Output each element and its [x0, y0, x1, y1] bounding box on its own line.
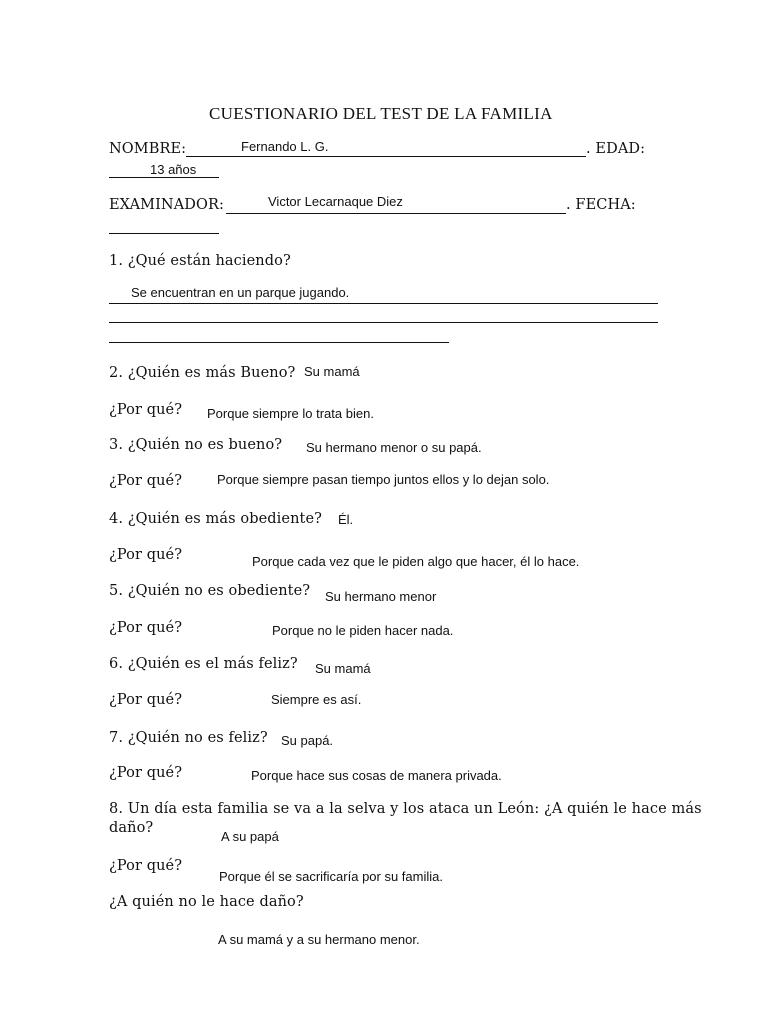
why-label-3: ¿Por qué?	[109, 473, 183, 489]
answer-2: Su mamá	[304, 364, 360, 379]
question-4: 4. ¿Quién es más obediente?	[109, 511, 322, 527]
question-8-line-1: 8. Un día esta familia se va a la selva y los ataca un León: ¿A quién le hace más	[109, 801, 702, 817]
name-label: NOMBRE:	[109, 141, 187, 157]
answer-line-1c	[109, 342, 449, 343]
answer-1: Se encuentran en un parque jugando.	[131, 285, 350, 300]
question-8b: ¿A quién no le hace daño?	[109, 894, 304, 910]
question-3: 3. ¿Quién no es bueno?	[109, 437, 283, 453]
age-line	[109, 177, 219, 178]
why-answer-6: Siempre es así.	[271, 692, 362, 707]
why-answer-8: Porque él se sacrificaría por su familia.	[219, 869, 443, 884]
examiner-value: Victor Lecarnaque Diez	[268, 194, 403, 209]
answer-7: Su papá.	[281, 733, 334, 748]
why-label-7: ¿Por qué?	[109, 765, 183, 781]
question-6: 6. ¿Quién es el más feliz?	[109, 656, 298, 672]
name-value: Fernando L. G.	[241, 139, 329, 154]
answer-line-1a	[109, 303, 658, 304]
question-5: 5. ¿Quién no es obediente?	[109, 583, 311, 599]
answer-5: Su hermano menor	[325, 589, 437, 604]
question-1: 1. ¿Qué están haciendo?	[109, 253, 291, 269]
answer-8: A su papá	[221, 829, 279, 844]
answer-3: Su hermano menor o su papá.	[306, 440, 482, 455]
date-label: . FECHA:	[566, 197, 636, 213]
examiner-label: EXAMINADOR:	[109, 197, 225, 213]
answer-6: Su mamá	[315, 661, 371, 676]
why-answer-7: Porque hace sus cosas de manera privada.	[251, 768, 502, 783]
answer-line-1b	[109, 322, 658, 323]
question-2: 2. ¿Quién es más Bueno?	[109, 365, 296, 381]
why-label-5: ¿Por qué?	[109, 620, 183, 636]
question-8-line-2: daño?	[109, 820, 154, 836]
why-label-4: ¿Por qué?	[109, 547, 183, 563]
why-label-6: ¿Por qué?	[109, 692, 183, 708]
question-7: 7. ¿Quién no es feliz?	[109, 730, 268, 746]
age-label: . EDAD:	[586, 141, 646, 157]
name-line	[186, 156, 586, 157]
date-line	[109, 233, 219, 234]
why-answer-3: Porque siempre pasan tiempo juntos ellos y lo dejan solo.	[217, 472, 550, 487]
answer-4: Él.	[338, 512, 354, 527]
why-answer-2: Porque siempre lo trata bien.	[207, 406, 374, 421]
why-answer-4: Porque cada vez que le piden algo que hacer, él lo hace.	[252, 554, 580, 569]
why-label-8: ¿Por qué?	[109, 858, 183, 874]
page-title: CUESTIONARIO DEL TEST DE LA FAMILIA	[209, 104, 553, 123]
why-label-2: ¿Por qué?	[109, 402, 183, 418]
answer-8b: A su mamá y a su hermano menor.	[218, 932, 420, 947]
examiner-line	[226, 213, 566, 214]
why-answer-5: Porque no le piden hacer nada.	[272, 623, 454, 638]
age-value: 13 años	[150, 162, 197, 177]
